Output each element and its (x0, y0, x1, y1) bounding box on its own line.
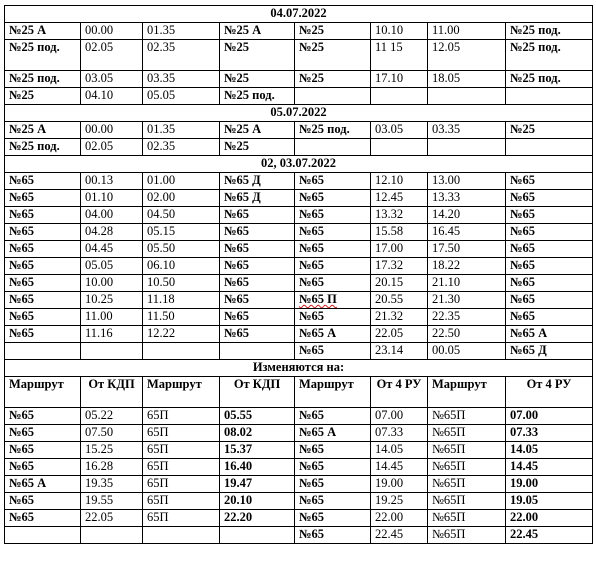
cell-route-d: №65 (506, 224, 593, 241)
column-header: Маршрут (295, 377, 371, 408)
table-row (5, 476, 593, 493)
cell-dep-c: 19.25 (371, 493, 428, 510)
cell-dep-c: 17.10 (371, 71, 428, 88)
cell-arr-c: 00.05 (428, 343, 506, 360)
cell-route-b: №65 (220, 326, 295, 343)
cell-route-d: №65 (506, 275, 593, 292)
cell-route-c: №65 (295, 275, 371, 292)
cell-arr-c: №65П (428, 425, 506, 442)
column-header: Маршрут (5, 377, 81, 408)
cell-route-b: 22.20 (220, 510, 295, 527)
cell-dep-c: 07.00 (371, 408, 428, 425)
cell-arr-c: 12.05 (428, 40, 506, 71)
cell-dep-c: 15.58 (371, 224, 428, 241)
cell-route-d: №25 под. (506, 71, 593, 88)
cell-route-d: №65 (506, 309, 593, 326)
cell-arr-a: 05.15 (143, 224, 220, 241)
table-row (5, 326, 593, 343)
cell-route-d: 07.33 (506, 425, 593, 442)
cell-route-a: №65 (5, 241, 81, 258)
cell-arr-a: 05.05 (143, 88, 220, 105)
cell-dep-a: 11.16 (81, 326, 143, 343)
cell-route-c: №65 (295, 343, 371, 360)
cell-route-c: №65 (295, 207, 371, 224)
cell-arr-c: №65П (428, 510, 506, 527)
cell-route-b: №25 А (220, 122, 295, 139)
cell-dep-a: 10.25 (81, 292, 143, 309)
table-row (5, 493, 593, 510)
cell-dep-a (81, 527, 143, 544)
cell-dep-c: 10.10 (371, 23, 428, 40)
table-row (5, 190, 593, 207)
cell-arr-c: 18.22 (428, 258, 506, 275)
cell-route-a: №25 под. (5, 40, 81, 71)
cell-route-b: 05.55 (220, 408, 295, 425)
cell-route-c: №65 (295, 173, 371, 190)
cell-route-c: №25 (295, 71, 371, 88)
cell-arr-c: 17.50 (428, 241, 506, 258)
cell-route-d: №25 под. (506, 23, 593, 40)
cell-dep-a: 02.05 (81, 139, 143, 156)
cell-route-b: №65 (220, 258, 295, 275)
cell-arr-c: 22.50 (428, 326, 506, 343)
cell-dep-c: 07.33 (371, 425, 428, 442)
cell-route-d: №65 Д (506, 343, 593, 360)
cell-route-d: №65 (506, 207, 593, 224)
cell-arr-c (428, 88, 506, 105)
cell-route-c (295, 139, 371, 156)
cell-route-d: №65 (506, 241, 593, 258)
cell-route-c: №65 (295, 510, 371, 527)
table-row (5, 207, 593, 224)
section-header-row (5, 156, 593, 173)
cell-route-d: 22.00 (506, 510, 593, 527)
cell-route-c: №65 (295, 493, 371, 510)
cell-route-a: №65 (5, 442, 81, 459)
changes-header-row (5, 360, 593, 377)
cell-dep-c: 23.14 (371, 343, 428, 360)
table-row (5, 40, 593, 71)
cell-arr-a: 65П (143, 476, 220, 493)
cell-arr-c: №65П (428, 527, 506, 544)
cell-route-b: 19.47 (220, 476, 295, 493)
cell-arr-a (143, 343, 220, 360)
cell-route-a: №65 (5, 309, 81, 326)
cell-route-b: №25 А (220, 23, 295, 40)
cell-arr-c: 16.45 (428, 224, 506, 241)
cell-arr-c: №65П (428, 408, 506, 425)
table-row (5, 442, 593, 459)
cell-route-a: №65 (5, 510, 81, 527)
table-row (5, 241, 593, 258)
cell-route-c: №65 А (295, 425, 371, 442)
cell-dep-a: 10.00 (81, 275, 143, 292)
cell-dep-c: 22.05 (371, 326, 428, 343)
cell-route-c: №25 (295, 23, 371, 40)
cell-route-b: №25 (220, 139, 295, 156)
cell-arr-c: №65П (428, 493, 506, 510)
cell-route-c: №65 (295, 476, 371, 493)
cell-route-c (295, 88, 371, 105)
table-row (5, 292, 593, 309)
cell-dep-c: 11 15 (371, 40, 428, 71)
cell-dep-a: 22.05 (81, 510, 143, 527)
table-row (5, 425, 593, 442)
column-header: Маршрут (428, 377, 506, 408)
cell-route-b: №65 (220, 224, 295, 241)
table-row (5, 408, 593, 425)
cell-route-a: №65 (5, 459, 81, 476)
table-row (5, 139, 593, 156)
table-row (5, 527, 593, 544)
cell-route-d (506, 88, 593, 105)
cell-dep-a: 00.13 (81, 173, 143, 190)
cell-arr-c: 03.35 (428, 122, 506, 139)
cell-arr-a: 65П (143, 442, 220, 459)
cell-route-b: №65 Д (220, 173, 295, 190)
cell-dep-a: 04.10 (81, 88, 143, 105)
section-header: 05.07.2022 (5, 105, 593, 122)
cell-arr-c: 21.10 (428, 275, 506, 292)
cell-route-d: 14.45 (506, 459, 593, 476)
cell-route-a (5, 343, 81, 360)
cell-route-d: №65 (506, 190, 593, 207)
cell-route-c: №65 (295, 190, 371, 207)
section-header: 04.07.2022 (5, 6, 593, 23)
cell-route-b: 15.37 (220, 442, 295, 459)
cell-arr-a: 02.00 (143, 190, 220, 207)
cell-dep-a: 04.00 (81, 207, 143, 224)
cell-arr-a: 01.35 (143, 23, 220, 40)
cell-route-d: 22.45 (506, 527, 593, 544)
cell-route-d: 19.05 (506, 493, 593, 510)
cell-arr-c: 14.20 (428, 207, 506, 224)
cell-dep-a: 00.00 (81, 122, 143, 139)
cell-route-c: №65 А (295, 326, 371, 343)
cell-route-a (5, 527, 81, 544)
cell-route-b: 08.02 (220, 425, 295, 442)
cell-route-b: №25 (220, 71, 295, 88)
cell-route-a: №65 (5, 275, 81, 292)
cell-route-a: №25 под. (5, 71, 81, 88)
cell-route-a: №65 (5, 224, 81, 241)
cell-arr-a: 65П (143, 425, 220, 442)
cell-route-c: №65 (295, 408, 371, 425)
cell-dep-a: 05.22 (81, 408, 143, 425)
column-header: От КДП (220, 377, 295, 408)
cell-route-c: №65 (295, 459, 371, 476)
cell-route-d: 14.05 (506, 442, 593, 459)
table-row (5, 309, 593, 326)
cell-arr-c: №65П (428, 459, 506, 476)
cell-route-a: №25 А (5, 23, 81, 40)
table-row (5, 71, 593, 88)
cell-route-b: №65 (220, 207, 295, 224)
cell-route-d: №25 (506, 122, 593, 139)
cell-arr-c: 13.33 (428, 190, 506, 207)
cell-route-b: 20.10 (220, 493, 295, 510)
cell-route-a: №65 (5, 425, 81, 442)
cell-dep-a: 16.28 (81, 459, 143, 476)
cell-route-b: №65 (220, 241, 295, 258)
cell-dep-c (371, 88, 428, 105)
schedule-table (4, 5, 593, 544)
cell-route-a: №65 (5, 408, 81, 425)
cell-route-d (506, 139, 593, 156)
section-header-row (5, 6, 593, 23)
cell-route-c: №65 (295, 241, 371, 258)
table-row (5, 510, 593, 527)
cell-arr-a: 01.35 (143, 122, 220, 139)
cell-route-d: №65 (506, 173, 593, 190)
table-row (5, 122, 593, 139)
cell-dep-c: 12.45 (371, 190, 428, 207)
cell-dep-c: 19.00 (371, 476, 428, 493)
cell-arr-a: 11.18 (143, 292, 220, 309)
cell-dep-a: 03.05 (81, 71, 143, 88)
cell-dep-c: 22.45 (371, 527, 428, 544)
column-header: От КДП (81, 377, 143, 408)
cell-arr-c: №65П (428, 476, 506, 493)
cell-route-d: 19.00 (506, 476, 593, 493)
cell-arr-a: 01.00 (143, 173, 220, 190)
table-row (5, 258, 593, 275)
cell-dep-c: 20.55 (371, 292, 428, 309)
table-row (5, 459, 593, 476)
table-row (5, 224, 593, 241)
cell-dep-c: 03.05 (371, 122, 428, 139)
cell-route-b: 16.40 (220, 459, 295, 476)
cell-dep-c: 12.10 (371, 173, 428, 190)
cell-arr-c: №65П (428, 442, 506, 459)
cell-route-d: №65 (506, 258, 593, 275)
cell-route-c: №65 (295, 309, 371, 326)
cell-dep-c: 20.15 (371, 275, 428, 292)
cell-arr-c (428, 139, 506, 156)
cell-dep-a: 02.05 (81, 40, 143, 71)
cell-route-c: №25 под. (295, 122, 371, 139)
cell-dep-c: 14.05 (371, 442, 428, 459)
cell-dep-a (81, 343, 143, 360)
cell-route-b (220, 343, 295, 360)
cell-route-a: №65 А (5, 476, 81, 493)
cell-route-a: №65 (5, 258, 81, 275)
cell-arr-c: 13.00 (428, 173, 506, 190)
cell-dep-a: 19.55 (81, 493, 143, 510)
cell-arr-a: 05.50 (143, 241, 220, 258)
cell-arr-a: 65П (143, 493, 220, 510)
cell-dep-c: 17.00 (371, 241, 428, 258)
cell-route-c: №25 (295, 40, 371, 71)
cell-dep-a: 05.05 (81, 258, 143, 275)
cell-route-b: №65 (220, 292, 295, 309)
cell-arr-a: 02.35 (143, 139, 220, 156)
cell-route-b: №65 (220, 309, 295, 326)
cell-arr-c: 21.30 (428, 292, 506, 309)
cell-arr-a: 11.50 (143, 309, 220, 326)
cell-arr-c: 22.35 (428, 309, 506, 326)
cell-route-a: №65 (5, 493, 81, 510)
cell-arr-a: 65П (143, 510, 220, 527)
cell-route-d: №65 А (506, 326, 593, 343)
column-header: От 4 РУ (506, 377, 593, 408)
cell-dep-a: 04.45 (81, 241, 143, 258)
cell-route-c: №65 (295, 527, 371, 544)
table-row (5, 23, 593, 40)
cell-dep-a: 19.35 (81, 476, 143, 493)
cell-route-b: №25 (220, 40, 295, 71)
cell-route-a: №65 (5, 190, 81, 207)
cell-arr-a: 04.50 (143, 207, 220, 224)
cell-arr-c: 11.00 (428, 23, 506, 40)
cell-dep-c: 14.45 (371, 459, 428, 476)
section-header-row (5, 105, 593, 122)
cell-route-a: №65 (5, 173, 81, 190)
cell-route-c: №65 П (295, 292, 371, 309)
cell-route-a: №65 (5, 292, 81, 309)
cell-dep-a: 00.00 (81, 23, 143, 40)
section-header: Изменяются на: (5, 360, 593, 377)
cell-dep-c (371, 139, 428, 156)
table-row (5, 173, 593, 190)
cell-arr-a: 65П (143, 408, 220, 425)
cell-route-d: 07.00 (506, 408, 593, 425)
table-row (5, 88, 593, 105)
cell-route-d: №65 (506, 292, 593, 309)
cell-arr-a: 12.22 (143, 326, 220, 343)
cell-dep-a: 04.28 (81, 224, 143, 241)
cell-route-a: №25 А (5, 122, 81, 139)
cell-arr-c: 18.05 (428, 71, 506, 88)
section-header: 02, 03.07.2022 (5, 156, 593, 173)
column-header: От 4 РУ (371, 377, 428, 408)
cell-dep-c: 17.32 (371, 258, 428, 275)
cell-route-b: №65 Д (220, 190, 295, 207)
cell-route-a: №65 (5, 207, 81, 224)
table-row (5, 343, 593, 360)
cell-route-b: №25 под. (220, 88, 295, 105)
cell-route-c: №65 (295, 442, 371, 459)
cell-dep-c: 21.32 (371, 309, 428, 326)
column-header: Маршрут (143, 377, 220, 408)
cell-route-b: №65 (220, 275, 295, 292)
cell-route-a: №65 (5, 326, 81, 343)
cell-arr-a: 03.35 (143, 71, 220, 88)
cell-arr-a: 10.50 (143, 275, 220, 292)
cell-route-d: №25 под. (506, 40, 593, 71)
cell-route-c: №65 (295, 224, 371, 241)
table-row (5, 275, 593, 292)
schedule-body (5, 6, 593, 544)
cell-dep-a: 01.10 (81, 190, 143, 207)
cell-arr-a: 02.35 (143, 40, 220, 71)
cell-route-a: №25 (5, 88, 81, 105)
cell-route-a: №25 под. (5, 139, 81, 156)
cell-arr-a (143, 527, 220, 544)
cell-dep-a: 11.00 (81, 309, 143, 326)
cell-dep-a: 15.25 (81, 442, 143, 459)
cell-dep-c: 13.32 (371, 207, 428, 224)
cell-dep-a: 07.50 (81, 425, 143, 442)
cell-route-b (220, 527, 295, 544)
cell-arr-a: 65П (143, 459, 220, 476)
changes-columns-row (5, 377, 593, 408)
cell-arr-a: 06.10 (143, 258, 220, 275)
cell-route-c: №65 (295, 258, 371, 275)
cell-dep-c: 22.00 (371, 510, 428, 527)
